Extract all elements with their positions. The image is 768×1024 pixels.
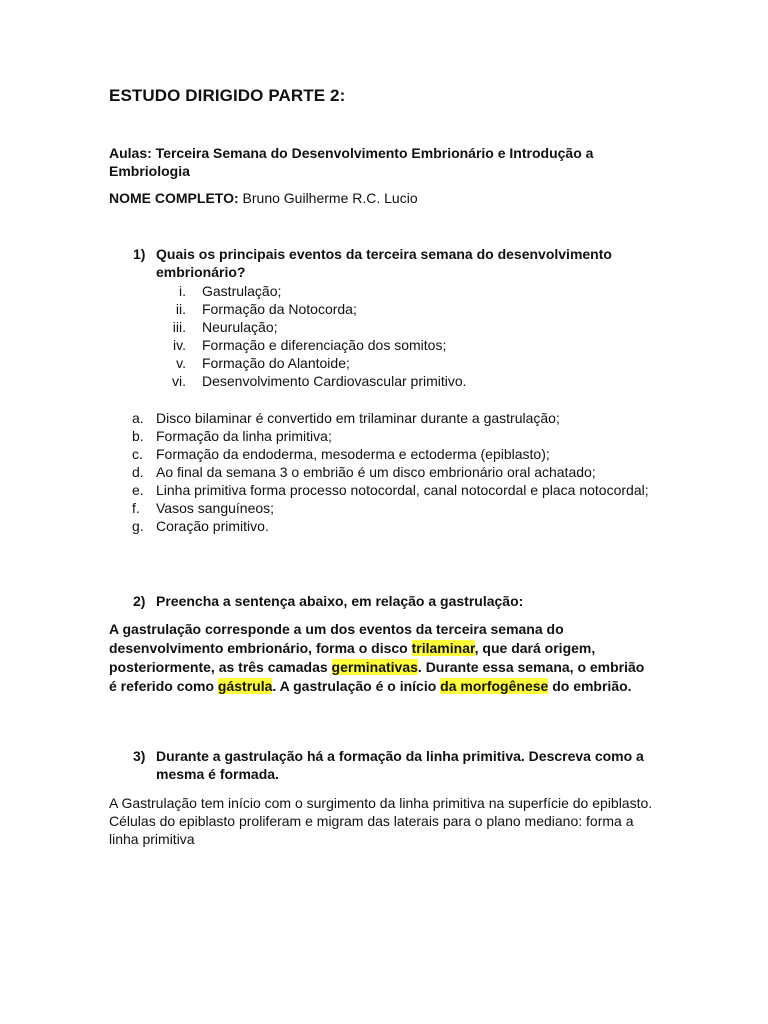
list-item-letter: d. (132, 464, 144, 480)
highlighted-term: da morfogênese (440, 678, 549, 694)
answer-text: . A gastrulação é o início (272, 678, 441, 694)
list-item (109, 318, 669, 336)
highlighted-term: germinativas (331, 659, 418, 675)
highlighted-term: gástrula (217, 678, 273, 694)
list-item-text: Ao final da semana 3 o embrião é um disco embrionário oral achatado; (156, 464, 596, 480)
list-item-text: Coração primitivo. (156, 518, 269, 534)
student-name-label: NOME COMPLETO: (109, 190, 239, 206)
list-item (109, 282, 669, 300)
question-3-number: 3) (133, 748, 146, 764)
list-item-number: ii. (175, 301, 186, 317)
list-item-letter: c. (132, 446, 143, 462)
list-item-letter: g. (132, 518, 144, 534)
list-item (109, 499, 669, 517)
list-item-letter: a. (132, 410, 144, 426)
list-item (109, 354, 669, 372)
list-item-text: Formação da Notocorda; (202, 301, 357, 317)
list-item-text: Linha primitiva forma processo notocordal, canal notocordal e placa notocordal; (156, 482, 649, 498)
list-item (109, 409, 669, 427)
list-item (109, 372, 669, 390)
student-name-line (109, 189, 418, 207)
document-subtitle: Aulas: Terceira Semana do Desenvolvimento Embrionário e Introdução a Embriologia (109, 145, 594, 179)
list-item-text: Formação da endoderma, mesoderma e ectoderma (epiblasto); (156, 446, 550, 462)
answer-text: A gastrulação corresponde a um dos eventos da terceira semana do desenvolvimento embrionário, forma o disco (109, 621, 564, 656)
question-2-text: Preencha a sentença abaixo, em relação a gastrulação: (156, 593, 524, 609)
question-1 (109, 245, 669, 281)
list-item (109, 300, 669, 318)
question-1-number: 1) (133, 246, 146, 262)
list-item (109, 481, 669, 499)
list-item-number: v. (176, 355, 186, 371)
list-item-number: vi. (172, 373, 186, 389)
list-item-text: Formação do Alantoide; (202, 355, 350, 371)
document-title: ESTUDO DIRIGIDO PARTE 2: (109, 86, 346, 105)
answer-text: . Durante essa semana, o embrião é referido como (109, 659, 645, 694)
list-item-letter: e. (132, 482, 144, 498)
list-item (109, 517, 669, 535)
question-2-number: 2) (133, 593, 146, 609)
list-item-text: Neurulação; (202, 319, 278, 335)
list-item-text: Gastrulação; (202, 283, 282, 299)
highlighted-term: trilaminar (411, 640, 475, 656)
question-1-alpha-list (109, 409, 669, 535)
answer-text: do embrião. (548, 678, 632, 694)
question-3-answer: A Gastrulação tem início com o surgimento da linha primitiva na superfície do epiblasto. Células do epiblasto proliferam e migram das laterais para o plano mediano: forma a linha primitiva (109, 795, 653, 847)
list-item (109, 445, 669, 463)
list-item-text: Formação da linha primitiva; (156, 428, 332, 444)
answer-text: , que dará origem, posteriormente, as três camadas (109, 640, 596, 675)
question-3-text: Durante a gastrulação há a formação da linha primitiva. Descreva como a mesma é formada. (156, 748, 644, 782)
list-item-number: iv. (173, 337, 186, 353)
list-item-text: Desenvolvimento Cardiovascular primitivo. (202, 373, 467, 389)
student-name-value: Bruno Guilherme R.C. Lucio (238, 190, 418, 206)
list-item-text: Formação e diferenciação dos somitos; (202, 337, 447, 353)
list-item-number: iii. (172, 319, 186, 335)
question-2-answer (109, 620, 649, 696)
list-item (109, 463, 669, 481)
list-item (109, 336, 669, 354)
question-1-roman-list (109, 282, 669, 390)
question-1-text: Quais os principais eventos da terceira semana do desenvolvimento embrionário? (156, 246, 612, 280)
list-item-letter: f. (132, 500, 140, 516)
list-item-number: i. (179, 283, 186, 299)
list-item-text: Vasos sanguíneos; (156, 500, 275, 516)
list-item-text: Disco bilaminar é convertido em trilaminar durante a gastrulação; (156, 410, 560, 426)
question-2 (109, 592, 669, 610)
list-item (109, 427, 669, 445)
question-3 (109, 747, 669, 783)
list-item-letter: b. (132, 428, 144, 444)
